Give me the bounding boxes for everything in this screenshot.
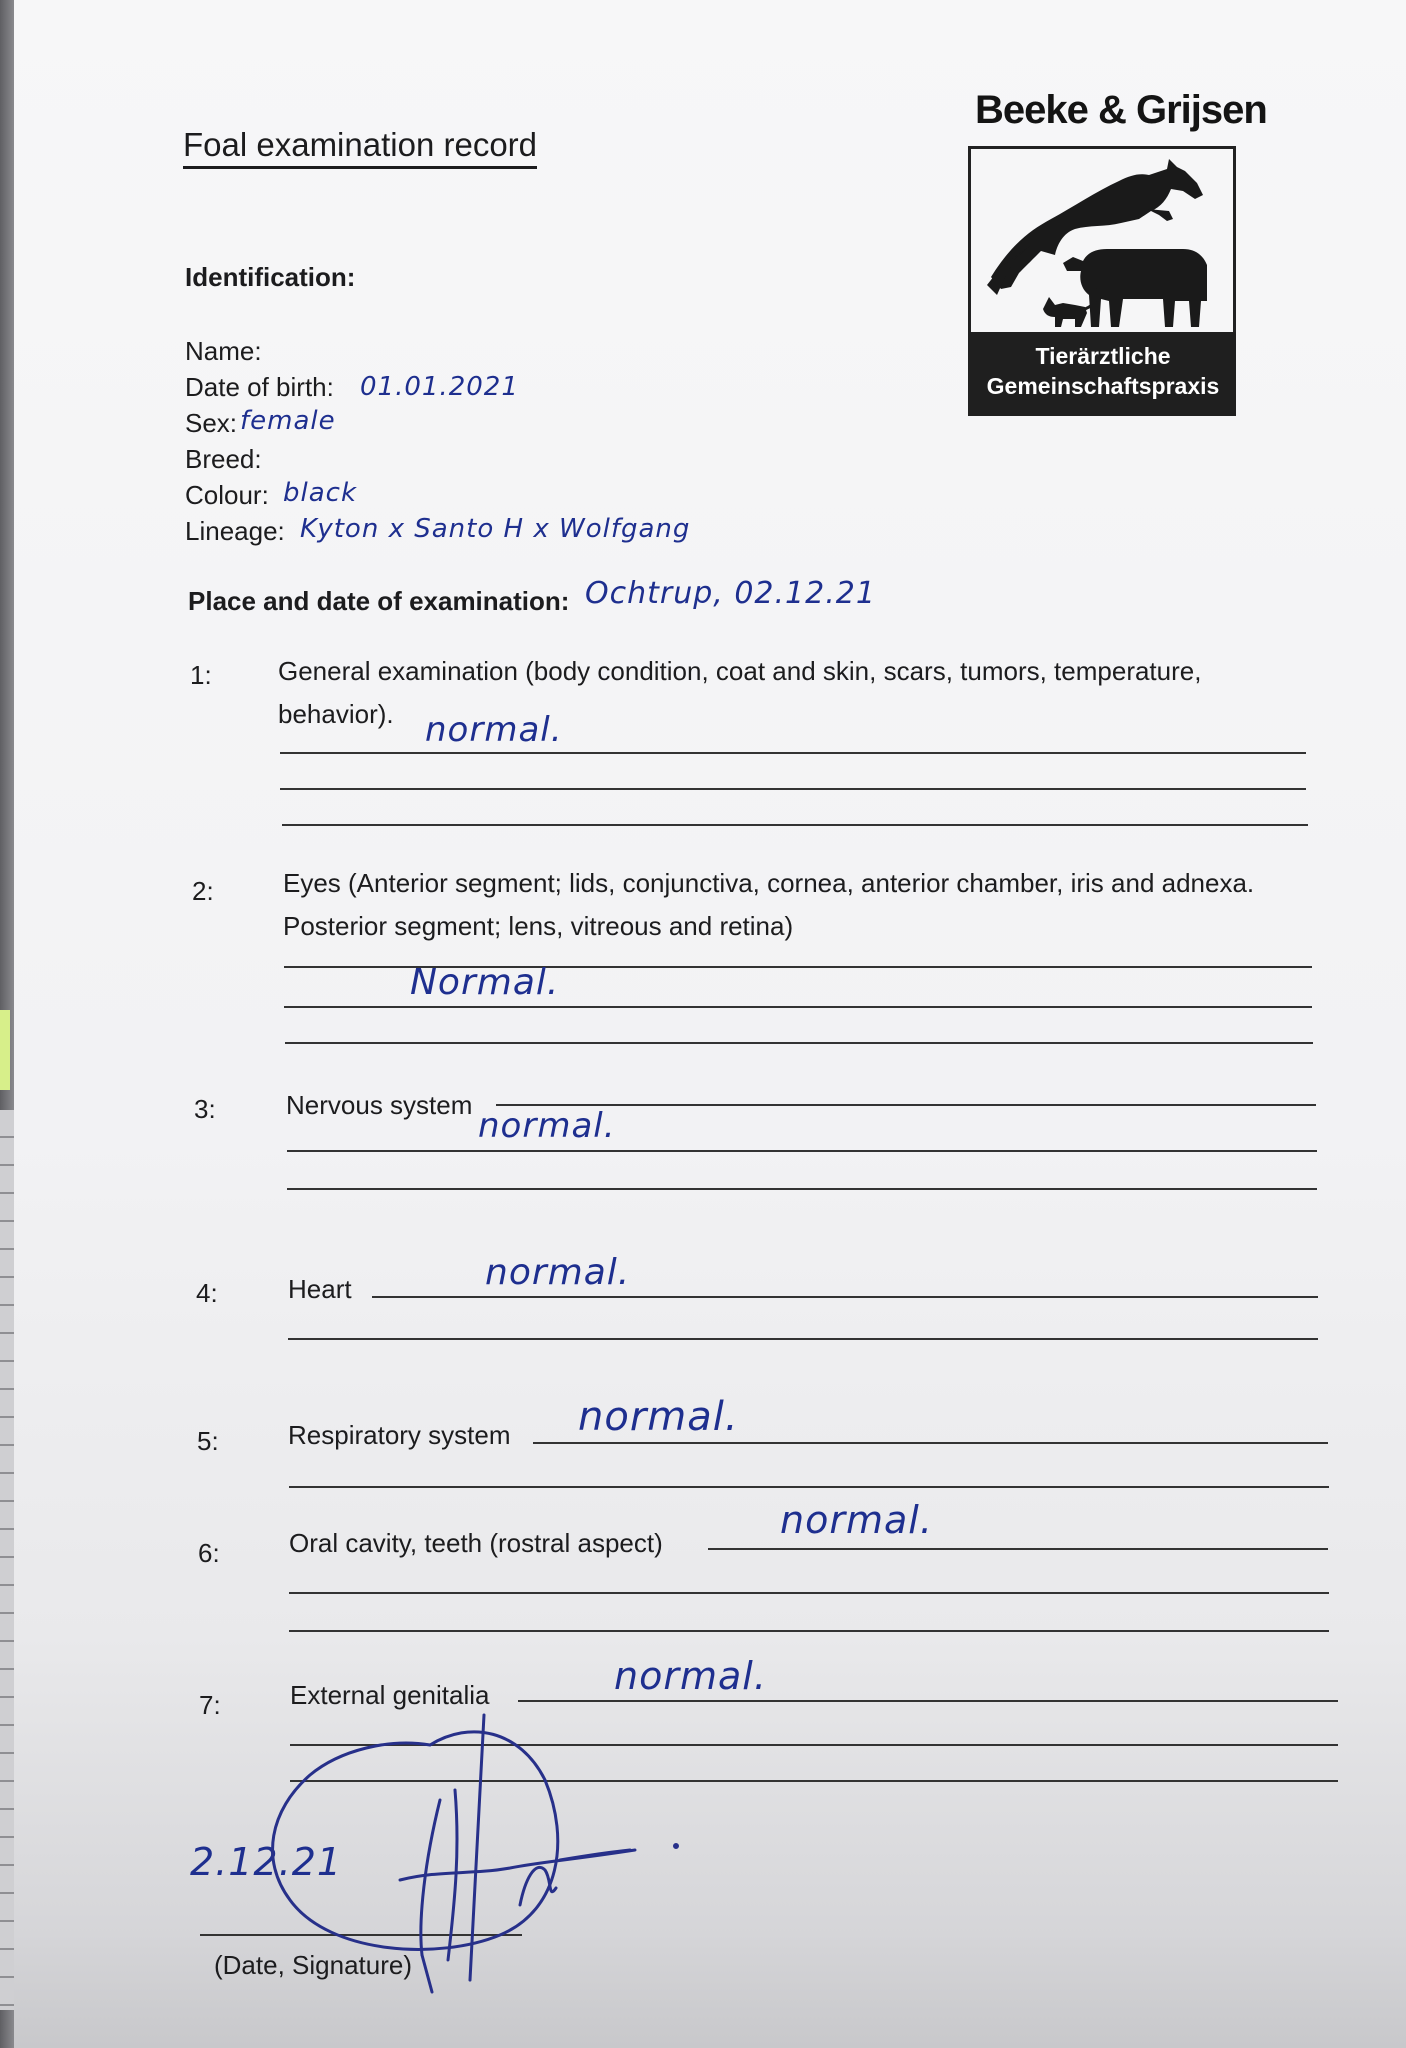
section-question: Heart — [288, 1274, 352, 1304]
section-question: External genitalia — [290, 1680, 490, 1710]
signature-label: (Date, Signature) — [214, 1950, 412, 1980]
sex-value: female — [240, 406, 336, 436]
practice-subtitle-line1: Tierärztliche — [1035, 343, 1171, 369]
section-question: Respiratory system — [288, 1420, 511, 1450]
section-number: 2: — [192, 876, 214, 906]
section-number: 7: — [199, 1690, 221, 1720]
section-question: Eyes (Anterior segment; lids, conjunctiva, cornea, anterior chamber, iris and adnexa. Posterior segment; lens, vitreous and retina) — [283, 868, 1255, 941]
section-answer: normal. — [578, 1394, 739, 1440]
signature-date: 2.12.21 — [190, 1840, 343, 1884]
section-number: 5: — [197, 1426, 219, 1456]
dob-label: Date of birth: — [185, 372, 334, 402]
section-number: 4: — [196, 1278, 218, 1308]
section-answer: normal. — [478, 1106, 616, 1146]
section-question: General examination (body condition, coat and skin, scars, tumors, temperature, behavior). — [278, 656, 1202, 729]
section-answer: normal. — [780, 1498, 933, 1542]
sex-label: Sex: — [185, 408, 238, 438]
lineage-label: Lineage: — [185, 516, 285, 546]
lineage-value: Kyton x Santo H x Wolfgang — [300, 514, 691, 544]
breed-label: Breed: — [185, 444, 262, 474]
section-number: 6: — [198, 1538, 220, 1568]
dob-value: 01.01.2021 — [360, 372, 519, 402]
section-answer: Normal. — [410, 962, 560, 1003]
colour-label: Colour: — [185, 480, 269, 510]
document-title: Foal examination record — [183, 126, 537, 169]
place-date-value: Ochtrup, 02.12.21 — [585, 576, 876, 611]
section-question: Oral cavity, teeth (rostral aspect) — [289, 1528, 663, 1558]
section-answer: normal. — [485, 1252, 631, 1293]
section-number: 1: — [190, 660, 212, 690]
section-question: Nervous system — [286, 1090, 473, 1120]
section-answer: normal. — [614, 1654, 767, 1698]
place-date-label: Place and date of examination: — [188, 586, 570, 616]
name-label: Name: — [185, 336, 262, 366]
identification-heading: Identification: — [185, 262, 356, 292]
section-answer: normal. — [425, 710, 563, 750]
practice-name: Beeke & Grijsen — [975, 88, 1267, 132]
section-number: 3: — [194, 1094, 216, 1124]
practice-subtitle-line2: Gemeinschaftspraxis — [986, 373, 1220, 399]
colour-value: black — [283, 478, 358, 508]
